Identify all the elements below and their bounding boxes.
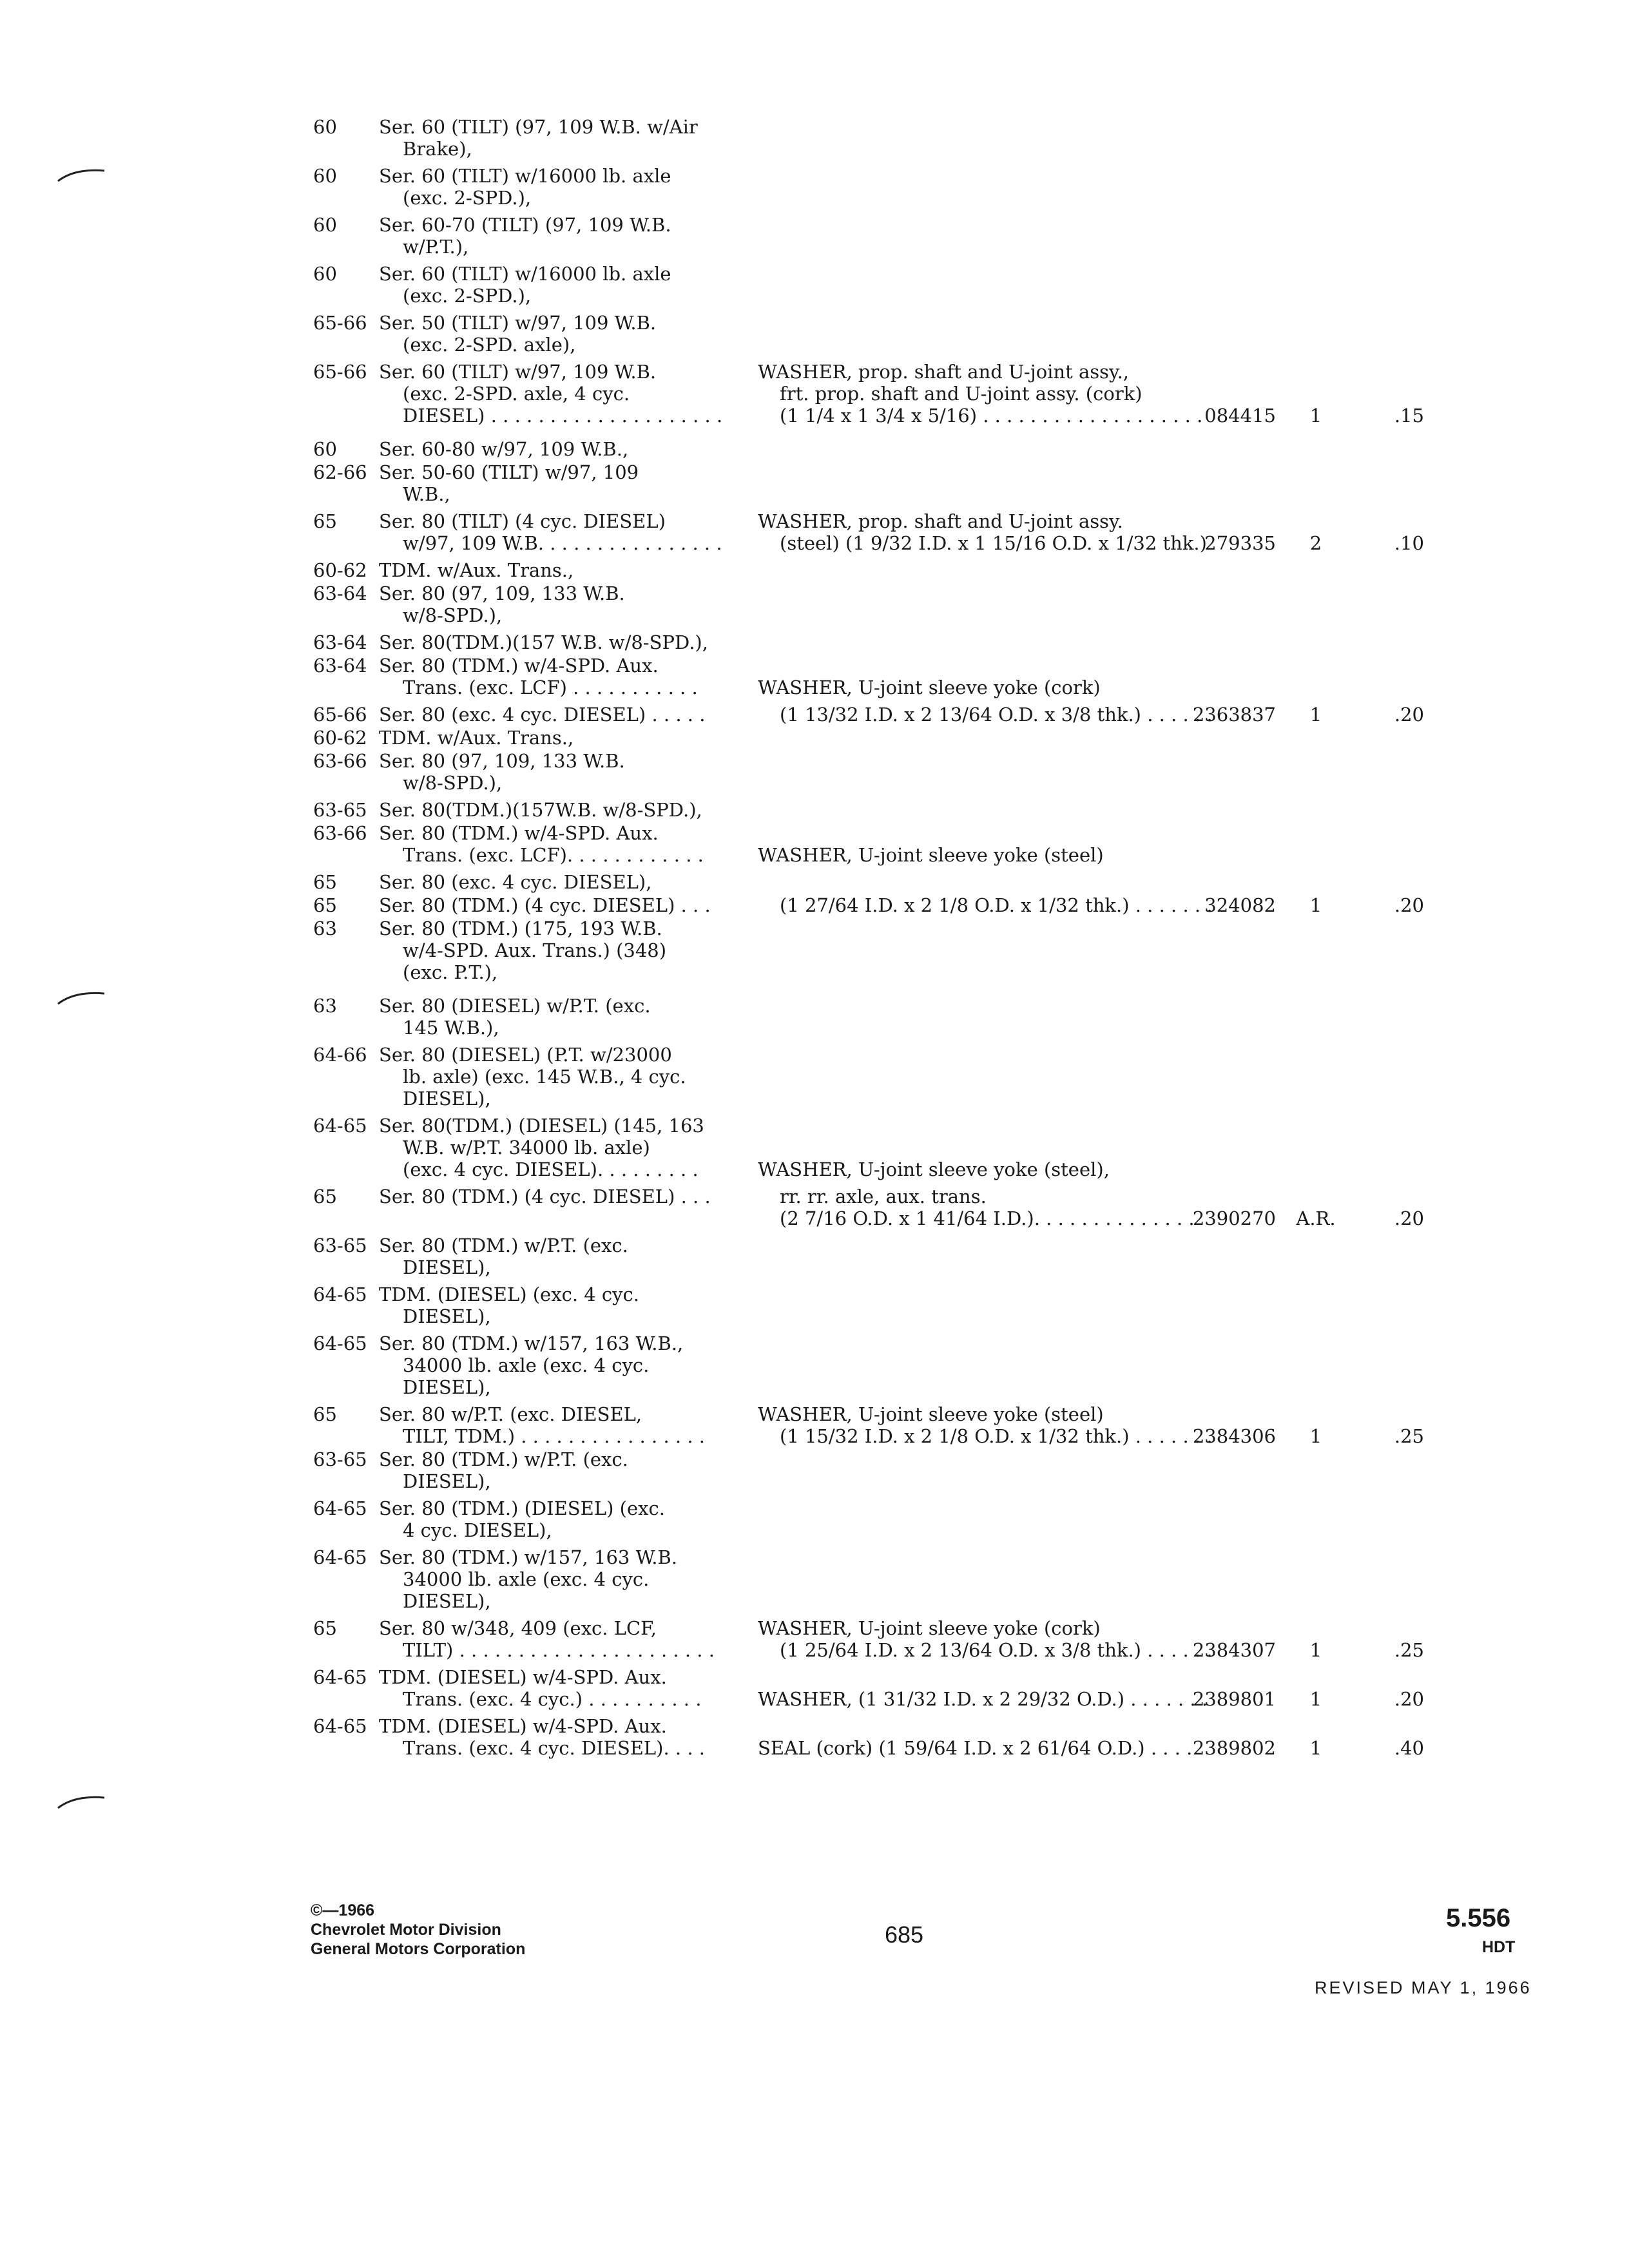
model-year: 60 [313,263,337,285]
application-continuation: W.B., [403,483,450,505]
part-number: 084415 [1204,405,1276,427]
model-year: 63-65 [313,799,367,821]
application-text: Ser. 80(TDM.)(157W.B. w/8-SPD.), [379,799,702,821]
application-continuation: Trans. (exc. LCF). . . . . . . . . . . . [403,844,704,866]
application-continuation: lb. axle) (exc. 145 W.B., 4 cyc. [403,1066,686,1088]
part-description-continuation: (1 27/64 I.D. x 2 1/8 O.D. x 1/32 thk.) . . . . . . . [780,894,1213,916]
application-continuation: w/8-SPD.), [403,772,503,794]
application-continuation: w/4-SPD. Aux. Trans.) (348) [403,939,667,961]
model-year: 65-66 [313,312,367,334]
application-continuation: (exc. P.T.), [403,961,498,983]
model-year: 65 [313,1403,337,1425]
application-text: Ser. 80 (TDM.) w/4-SPD. Aux. [379,822,659,844]
application-continuation: TILT) . . . . . . . . . . . . . . . . . . . . . . [403,1639,715,1661]
part-description: WASHER, U-joint sleeve yoke (steel), [758,1158,1110,1180]
section-code: HDT [1482,1938,1516,1956]
part-description-continuation: (1 13/32 I.D. x 2 13/64 O.D. x 3/8 thk.) . . . . . . [780,704,1213,726]
application-continuation: 4 cyc. DIESEL), [403,1519,552,1541]
application-continuation: W.B. w/P.T. 34000 lb. axle) [403,1137,650,1158]
application-continuation: w/8-SPD.), [403,604,503,626]
application-continuation: w/97, 109 W.B. . . . . . . . . . . . . . . . [403,532,722,554]
application-continuation: DIESEL), [403,1590,491,1612]
application-text: TDM. (DIESEL) (exc. 4 cyc. [379,1283,640,1305]
model-year: 60 [313,438,337,460]
application-continuation: (exc. 2-SPD. axle, 4 cyc. [403,383,630,405]
model-year: 65 [313,894,337,916]
application-continuation: TILT, TDM.) . . . . . . . . . . . . . . . . [403,1425,706,1447]
application-text: Ser. 80 (exc. 4 cyc. DIESEL) . . . . . [379,704,706,726]
division-name: Chevrolet Motor Division [311,1921,501,1939]
application-text: Ser. 80 (97, 109, 133 W.B. [379,750,625,772]
part-number: 2389801 [1192,1688,1276,1710]
part-description: WASHER, U-joint sleeve yoke (steel) [758,1403,1104,1425]
quantity: 2 [1309,532,1322,554]
application-text: Ser. 80 (TDM.) w/P.T. (exc. [379,1235,628,1256]
application-text: Ser. 80 (97, 109, 133 W.B. [379,582,625,604]
part-description: WASHER, (1 31/32 I.D. x 2 29/32 O.D.) . . . . . . . [758,1688,1208,1710]
application-continuation: DIESEL), [403,1088,491,1110]
application-continuation: (exc. 2-SPD.), [403,187,532,209]
quantity: 1 [1309,1737,1322,1759]
application-text: TDM. w/Aux. Trans., [379,727,574,749]
part-description-continuation: (1 25/64 I.D. x 2 13/64 O.D. x 3/8 thk.) . . . . . . [780,1639,1213,1661]
application-text: Ser. 60 (TILT) (97, 109 W.B. w/Air [379,116,698,138]
application-text: Ser. 80 (exc. 4 cyc. DIESEL), [379,871,652,893]
list-price: .20 [1394,1688,1424,1710]
quantity: 1 [1309,405,1322,427]
part-description: SEAL (cork) (1 59/64 I.D. x 2 61/64 O.D.) . . . . [758,1737,1193,1759]
application-text: Ser. 80 (DIESEL) (P.T. w/23000 [379,1044,672,1066]
punch-mark-bottom [55,1791,107,1811]
application-continuation: w/P.T.), [403,236,469,258]
model-year: 64-65 [313,1283,367,1305]
application-text: Ser. 60 (TILT) w/97, 109 W.B. [379,361,657,383]
part-description: WASHER, prop. shaft and U-joint assy., [758,361,1130,383]
quantity: 1 [1309,704,1322,726]
application-text: Ser. 60-70 (TILT) (97, 109 W.B. [379,214,671,236]
quantity: 1 [1309,1688,1322,1710]
part-number: 324082 [1204,894,1276,916]
section-number: 5.556 [1446,1904,1511,1932]
part-number: 2384306 [1192,1425,1276,1447]
part-description: WASHER, U-joint sleeve yoke (cork) [758,1617,1101,1639]
application-continuation: (exc. 2-SPD.), [403,285,532,307]
model-year: 63-64 [313,582,367,604]
model-year: 63-64 [313,631,367,653]
model-year: 62-66 [313,461,367,483]
part-number: 2390270 [1192,1207,1276,1229]
application-text: Ser. 80 (TDM.) w/157, 163 W.B. [379,1546,678,1568]
punch-mark-top [55,164,107,184]
application-continuation: (exc. 4 cyc. DIESEL). . . . . . . . . [403,1158,699,1180]
application-continuation: DIESEL), [403,1376,491,1398]
list-price: .25 [1394,1425,1424,1447]
part-description-continuation: (steel) (1 9/32 I.D. x 1 15/16 O.D. x 1/32 thk.) [780,532,1207,554]
quantity: A.R. [1296,1207,1336,1229]
model-year: 64-65 [313,1115,367,1137]
part-description-continuation: frt. prop. shaft and U-joint assy. (cork) [780,383,1142,405]
application-continuation: Trans. (exc. 4 cyc.) . . . . . . . . . . [403,1688,702,1710]
application-text: Ser. 80 w/P.T. (exc. DIESEL, [379,1403,642,1425]
application-continuation: 145 W.B.), [403,1017,499,1039]
application-text: Ser. 80 (TILT) (4 cyc. DIESEL) [379,510,666,532]
part-number: 2363837 [1192,704,1276,726]
application-continuation: DIESEL), [403,1256,491,1278]
application-text: Ser. 80 (TDM.) (DIESEL) (exc. [379,1497,665,1519]
model-year: 65 [313,1617,337,1639]
model-year: 64-66 [313,1044,367,1066]
list-price: .20 [1394,704,1424,726]
application-text: Ser. 60 (TILT) w/16000 lb. axle [379,165,671,187]
application-text: Ser. 60 (TILT) w/16000 lb. axle [379,263,671,285]
application-text: Ser. 80 (TDM.) w/P.T. (exc. [379,1448,628,1470]
application-text: Ser. 80(TDM.) (DIESEL) (145, 163 [379,1115,704,1137]
application-text: Ser. 80 (TDM.) w/157, 163 W.B., [379,1332,684,1354]
part-number: 2384307 [1192,1639,1276,1661]
application-text: Ser. 80 (TDM.) (175, 193 W.B. [379,918,662,939]
application-continuation: Trans. (exc. LCF) . . . . . . . . . . . [403,677,698,698]
part-description: WASHER, U-joint sleeve yoke (cork) [758,677,1101,698]
part-description-continuation: (2 7/16 O.D. x 1 41/64 I.D.). . . . . . . . . . . . . . [780,1207,1195,1229]
list-price: .10 [1394,532,1424,554]
page-number: 685 [885,1921,924,1948]
application-continuation: 34000 lb. axle (exc. 4 cyc. [403,1354,650,1376]
application-text: Ser. 80 w/348, 409 (exc. LCF, [379,1617,657,1639]
part-number: 2389802 [1192,1737,1276,1759]
part-number: 279335 [1204,532,1276,554]
application-continuation: DIESEL) . . . . . . . . . . . . . . . . . . . . [403,405,723,427]
application-continuation: 34000 lb. axle (exc. 4 cyc. [403,1568,650,1590]
model-year: 63 [313,918,337,939]
part-description-continuation: (1 15/32 I.D. x 2 1/8 O.D. x 1/32 thk.) . . . . . . . [780,1425,1213,1447]
list-price: .20 [1394,1207,1424,1229]
application-text: Ser. 60-80 w/97, 109 W.B., [379,438,629,460]
quantity: 1 [1309,1639,1322,1661]
application-text: Ser. 80 (DIESEL) w/P.T. (exc. [379,995,651,1017]
model-year: 65-66 [313,704,367,726]
model-year: 60-62 [313,559,367,581]
model-year: 65 [313,1186,337,1207]
quantity: 1 [1309,894,1322,916]
model-year: 63-66 [313,822,367,844]
part-description-continuation: (1 1/4 x 1 3/4 x 5/16) . . . . . . . . . . . . . . . . . . . [780,405,1203,427]
model-year: 63-65 [313,1235,367,1256]
model-year: 64-65 [313,1546,367,1568]
model-year: 65 [313,510,337,532]
application-text: TDM. (DIESEL) w/4-SPD. Aux. [379,1666,667,1688]
model-year: 63-65 [313,1448,367,1470]
model-year: 65 [313,871,337,893]
copyright: ©—1966 [311,1901,375,1919]
list-price: .15 [1394,405,1424,427]
application-text: TDM. w/Aux. Trans., [379,559,574,581]
application-continuation: (exc. 2-SPD. axle), [403,334,576,356]
model-year: 60 [313,116,337,138]
part-description-continuation: rr. rr. axle, aux. trans. [780,1186,987,1207]
application-text: Ser. 50 (TILT) w/97, 109 W.B. [379,312,657,334]
model-year: 64-65 [313,1497,367,1519]
model-year: 63-66 [313,750,367,772]
application-continuation: DIESEL), [403,1470,491,1492]
part-description: WASHER, prop. shaft and U-joint assy. [758,510,1123,532]
model-year: 60 [313,214,337,236]
model-year: 60-62 [313,727,367,749]
application-continuation: Trans. (exc. 4 cyc. DIESEL). . . . [403,1737,705,1759]
model-year: 64-65 [313,1666,367,1688]
application-text: Ser. 80 (TDM.) (4 cyc. DIESEL) . . . [379,894,711,916]
model-year: 63-64 [313,655,367,677]
application-text: TDM. (DIESEL) w/4-SPD. Aux. [379,1715,667,1737]
application-text: Ser. 50-60 (TILT) w/97, 109 [379,461,639,483]
corporation-name: General Motors Corporation [311,1940,526,1958]
application-continuation: DIESEL), [403,1305,491,1327]
application-text: Ser. 80 (TDM.) (4 cyc. DIESEL) . . . [379,1186,711,1207]
model-year: 65-66 [313,361,367,383]
application-continuation: Brake), [403,138,472,160]
part-description: WASHER, U-joint sleeve yoke (steel) [758,844,1104,866]
model-year: 64-65 [313,1715,367,1737]
list-price: .40 [1394,1737,1424,1759]
punch-mark-middle [55,987,107,1006]
list-price: .25 [1394,1639,1424,1661]
model-year: 63 [313,995,337,1017]
list-price: .20 [1394,894,1424,916]
quantity: 1 [1309,1425,1322,1447]
application-text: Ser. 80(TDM.)(157 W.B. w/8-SPD.), [379,631,708,653]
revised-date: REVISED MAY 1, 1966 [1315,1978,1532,1997]
model-year: 64-65 [313,1332,367,1354]
model-year: 60 [313,165,337,187]
application-text: Ser. 80 (TDM.) w/4-SPD. Aux. [379,655,659,677]
